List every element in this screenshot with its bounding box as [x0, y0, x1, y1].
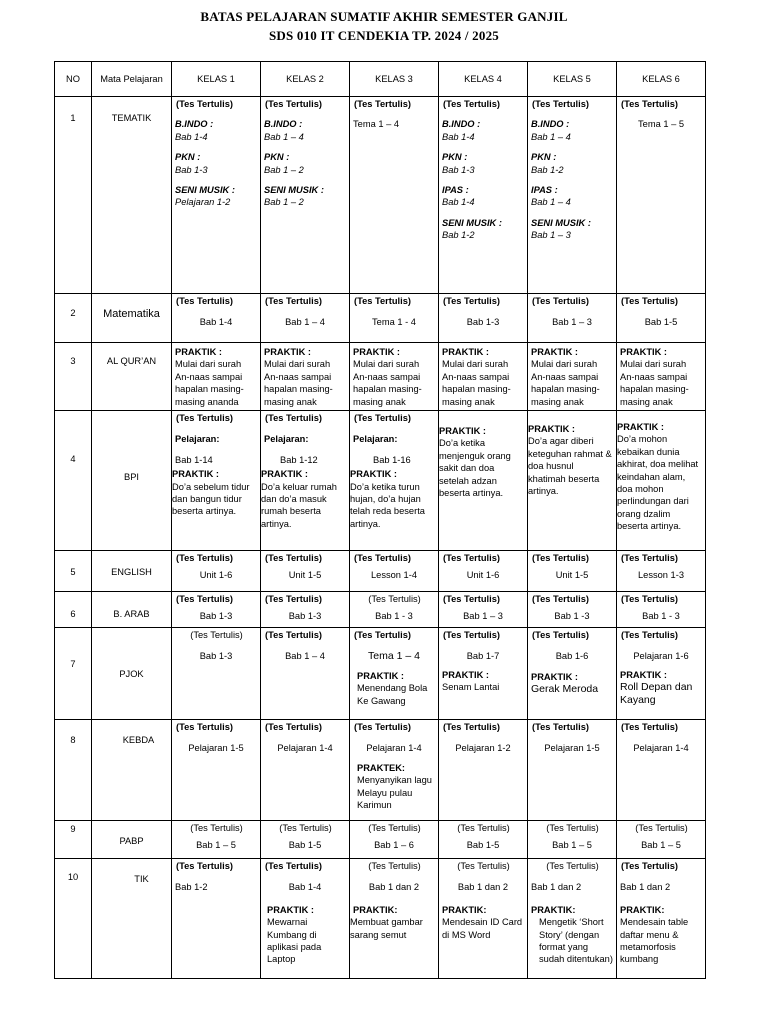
test-type-label: (Tes Tertulis) — [265, 413, 322, 424]
praktik-text: Mulai dari surah An-naas sampai hapalan masing-masing anak — [353, 359, 422, 407]
table-cell — [617, 343, 706, 411]
table-cell — [172, 592, 261, 628]
test-type-label: (Tes Tertulis) — [176, 722, 233, 733]
topic-value: Pelajaran 1-4 — [366, 743, 422, 754]
praktik-text: Menendang Bola Ke Gawang — [357, 683, 428, 706]
column-header-kelas-5: KELAS 5 — [528, 62, 617, 97]
test-type-label: (Tes Tertulis) — [354, 553, 411, 564]
row-number: 3 — [55, 343, 92, 411]
praktik-label: PRAKTIK : — [175, 347, 222, 357]
column-header-kelas-4: KELAS 4 — [439, 62, 528, 97]
topic-value: Bab 1 – 5 — [552, 840, 592, 851]
test-type-label: (Tes Tertulis) — [265, 630, 322, 641]
row-number: 4 — [55, 411, 92, 551]
praktik-text: Mulai dari surah An-naas sampai hapalan masing-masing ananda — [175, 359, 244, 407]
topic-value: Bab 1-4 — [199, 317, 233, 328]
topic-value: Bab 1-5 — [466, 840, 500, 851]
test-type-label: (Tes Tertulis) — [546, 861, 599, 872]
topic-value: Bab 1-5 — [288, 840, 322, 851]
table-cell — [350, 720, 439, 821]
row-number: 5 — [55, 551, 92, 592]
topic-value: Bab 1 dan 2 — [457, 882, 509, 893]
table-row — [55, 821, 706, 859]
praktik-text: Mewarnai Kumbang di aplikasi pada Laptop — [267, 917, 322, 965]
table-cell — [261, 859, 350, 979]
praktik-text: Senam Lantai — [442, 682, 500, 693]
praktik-label: PRAKTIK: — [531, 904, 576, 915]
subject-name: B. ARAB — [92, 592, 172, 628]
subject-name: TEMATIK — [92, 97, 172, 294]
test-type-label: (Tes Tertulis) — [457, 823, 510, 834]
topic-value: Pelajaran 1-2 — [455, 743, 511, 754]
topic-value: Bab 1 – 3 — [552, 317, 592, 328]
test-type-label: (Tes Tertulis) — [443, 296, 500, 306]
table-cell — [261, 294, 350, 343]
row-number: 2 — [55, 294, 92, 343]
test-type-label: (Tes Tertulis) — [532, 630, 589, 641]
test-type-label: (Tes Tertulis) — [176, 594, 233, 605]
topic-value: Bab 1 – 5 — [196, 840, 236, 851]
subject-name: Matematika — [92, 294, 172, 343]
topic-heading: IPAS : — [442, 185, 469, 196]
test-type-label: (Tes Tertulis) — [635, 823, 688, 834]
test-type-label: (Tes Tertulis) — [354, 722, 411, 733]
table-cell — [617, 628, 706, 720]
table-cell — [350, 592, 439, 628]
test-type-label: (Tes Tertulis) — [176, 553, 233, 564]
table-cell — [528, 592, 617, 628]
praktik-label: PRAKTIK : — [350, 469, 397, 480]
topic-heading: PKN : — [531, 152, 557, 163]
table-cell — [439, 97, 528, 294]
topic-heading: B.INDO : — [531, 119, 570, 130]
table-cell — [350, 551, 439, 592]
praktik-text: Do’a agar diberi keteguhan rahmat & doa husnul khatimah beserta artinya. — [528, 436, 612, 497]
topic-value: Bab 1 – 4 — [285, 651, 325, 662]
document-title: BATAS PELAJARAN SUMATIF AKHIR SEMESTER GANJIL — [200, 9, 568, 24]
topic-value: Pelajaran 1-4 — [633, 743, 689, 754]
subject-name: ENGLISH — [92, 551, 172, 592]
document-subtitle: SDS 010 IT CENDEKIA TP. 2024 / 2025 — [269, 28, 499, 43]
table-row — [55, 859, 706, 979]
topic-value: Lesson 1-4 — [371, 570, 417, 581]
test-type-label: (Tes Tertulis) — [265, 861, 322, 872]
test-type-label: (Tes Tertulis) — [265, 296, 322, 306]
topic-value: Bab 1 dan 2 — [368, 882, 420, 893]
table-cell — [350, 411, 439, 551]
topic-value: Lesson 1-3 — [638, 570, 684, 581]
subject-name: TIK — [92, 859, 172, 979]
subject-name: AL QUR’AN — [92, 343, 172, 411]
topic-value: Tema 1 - 4 — [372, 317, 416, 328]
table-cell — [172, 720, 261, 821]
table-row — [55, 592, 706, 628]
topic-heading: B.INDO : — [264, 119, 303, 130]
test-type-label: (Tes Tertulis) — [621, 296, 678, 306]
pelajaran-label: Pelajaran: — [264, 434, 309, 445]
praktik-text: Do’a ketika turun hujan, do’a hujan telah reda beserta artinya. — [350, 481, 425, 529]
praktik-label: PRAKTIK : — [264, 347, 311, 357]
topic-heading: SENI MUSIK : — [531, 217, 591, 228]
table-cell — [617, 294, 706, 343]
topic-value: Bab 1 – 6 — [374, 840, 414, 851]
praktik-text: Mendesain table daftar menu & metamorfosis kumbang — [620, 917, 689, 965]
test-type-label: (Tes Tertulis) — [279, 823, 332, 834]
row-number: 6 — [55, 592, 92, 628]
praktik-text: Do’a ketika menjenguk orang sakit dan doa setelah adzan beserta artinya. — [439, 438, 511, 499]
topic-value: Bab 1-4 — [442, 131, 475, 142]
praktik-text: Membuat gambar sarang semut — [350, 917, 423, 940]
table-cell — [617, 821, 706, 859]
topic-value: Bab 1 -3 — [554, 611, 590, 622]
test-type-label: (Tes Tertulis) — [368, 861, 421, 872]
test-type-label: (Tes Tertulis) — [354, 630, 411, 641]
table-row — [55, 97, 706, 294]
test-type-label: (Tes Tertulis) — [532, 722, 589, 733]
table-cell — [261, 720, 350, 821]
topic-value: Bab 1-7 — [466, 651, 500, 662]
table-row — [55, 411, 706, 551]
topic-value: Pelajaran 1-4 — [277, 743, 333, 754]
column-header-kelas-2: KELAS 2 — [261, 62, 350, 97]
praktik-text: Mulai dari surah An-naas sampai hapalan masing-masing anak — [442, 359, 511, 407]
praktik-label: PRAKTIK : — [620, 347, 667, 357]
praktik-label: PRAKTIK : — [357, 670, 404, 681]
table-row — [55, 551, 706, 592]
table-cell — [439, 628, 528, 720]
test-type-label: (Tes Tertulis) — [265, 722, 322, 733]
pelajaran-label: Pelajaran: — [175, 434, 220, 445]
table-cell — [261, 821, 350, 859]
topic-value: Bab 1-2 — [175, 882, 208, 893]
table-cell — [261, 411, 350, 551]
table-cell — [528, 294, 617, 343]
praktik-text: Roll Depan dan Kayang — [620, 681, 693, 706]
table-cell — [261, 343, 350, 411]
pelajaran-label: Pelajaran: — [353, 434, 398, 445]
praktik-label: PRAKTIK: — [442, 904, 487, 915]
subject-name: BPI — [92, 411, 172, 551]
test-type-label: (Tes Tertulis) — [176, 413, 233, 424]
topic-value: Pelajaran 1-5 — [188, 743, 244, 754]
table-cell — [617, 859, 706, 979]
table-cell — [528, 343, 617, 411]
table-cell — [528, 628, 617, 720]
topic-value: Bab 1-3 — [175, 164, 208, 175]
table-cell — [261, 628, 350, 720]
column-header-subject: Mata Pelajaran — [92, 62, 172, 97]
table-cell — [172, 628, 261, 720]
table-row — [55, 294, 706, 343]
topic-value: Bab 1-4 — [442, 197, 475, 208]
row-number: 10 — [55, 859, 92, 979]
subject-name: KEBDA — [92, 720, 172, 821]
test-type-label: (Tes Tertulis) — [176, 296, 233, 306]
column-header-kelas-3: KELAS 3 — [350, 62, 439, 97]
topic-value: Bab 1 – 3 — [531, 230, 571, 241]
topic-heading: PKN : — [175, 152, 201, 163]
table-cell — [439, 720, 528, 821]
topic-value: Pelajaran 1-5 — [544, 743, 600, 754]
table-row — [55, 720, 706, 821]
table-cell — [528, 411, 617, 551]
praktik-text: Mulai dari surah An-naas sampai hapalan masing-masing anak — [531, 359, 600, 407]
praktik-label: PRAKTIK : — [531, 671, 578, 682]
topic-value: Bab 1-2 — [531, 164, 564, 175]
topic-value: Bab 1 - 3 — [642, 611, 680, 622]
table-cell — [439, 859, 528, 979]
test-type-label: (Tes Tertulis) — [265, 594, 322, 605]
topic-value: Bab 1-14 — [175, 454, 213, 465]
praktik-text: Menyanyikan lagu Melayu pulau Karimun — [357, 775, 432, 811]
table-cell — [617, 720, 706, 821]
table-cell — [617, 551, 706, 592]
praktik-text: Mengetik ‘Short Story’ (dengan format yang sudah ditentukan) — [539, 917, 613, 965]
table-cell — [350, 859, 439, 979]
topic-value: Bab 1-3 — [442, 164, 475, 175]
praktik-text: Mulai dari surah An-naas sampai hapalan masing-masing anak — [264, 359, 333, 407]
test-type-label: (Tes Tertulis) — [621, 861, 678, 872]
table-cell — [172, 343, 261, 411]
test-type-label: (Tes Tertulis) — [443, 722, 500, 733]
table-cell — [439, 294, 528, 343]
praktik-label: PRAKTIK : — [172, 469, 219, 480]
praktik-text: Mulai dari surah An-naas sampai hapalan masing-masing anak — [620, 359, 689, 407]
table-cell — [261, 551, 350, 592]
test-type-label: (Tes Tertulis) — [190, 823, 243, 834]
test-type-label: (Tes Tertulis) — [443, 553, 500, 564]
topic-value: Bab 1-3 — [466, 317, 500, 328]
table-cell — [172, 97, 261, 294]
test-type-label: (Tes Tertulis) — [368, 823, 421, 834]
topic-value: Unit 1-5 — [288, 570, 322, 581]
schedule-table — [54, 61, 706, 979]
table-cell — [528, 551, 617, 592]
column-header-kelas-6: KELAS 6 — [617, 62, 706, 97]
row-number: 1 — [55, 97, 92, 294]
table-cell — [439, 551, 528, 592]
topic-value: Bab 1-3 — [199, 611, 233, 622]
test-type-label: (Tes Tertulis) — [443, 99, 500, 109]
topic-value: Tema 1 – 4 — [353, 119, 399, 130]
test-type-label: (Tes Tertulis) — [443, 630, 500, 641]
topic-heading: PKN : — [442, 152, 468, 163]
row-number: 7 — [55, 628, 92, 720]
topic-value: Bab 1 - 3 — [375, 611, 413, 622]
topic-heading: SENI MUSIK : — [264, 185, 324, 196]
praktik-label: PRAKTIK : — [353, 347, 400, 357]
topic-value: Tema 1 – 4 — [368, 650, 420, 663]
topic-value: Pelajaran 1-6 — [633, 651, 689, 662]
praktik-label: PRAKTIK : — [531, 347, 578, 357]
table-cell — [350, 294, 439, 343]
table-cell — [439, 592, 528, 628]
topic-value: Bab 1 – 4 — [285, 317, 325, 328]
topic-value: Bab 1 – 4 — [531, 197, 571, 208]
table-row — [55, 628, 706, 720]
table-cell — [617, 97, 706, 294]
topic-value: Unit 1-6 — [466, 570, 500, 581]
topic-value: Bab 1-4 — [175, 131, 208, 142]
table-cell — [528, 821, 617, 859]
topic-value: Bab 1-3 — [199, 651, 233, 662]
topic-value: Bab 1 dan 2 — [531, 882, 582, 893]
praktik-label: PRAKTIK : — [617, 422, 664, 433]
test-type-label: (Tes Tertulis) — [532, 594, 589, 605]
table-cell — [528, 97, 617, 294]
topic-value: Bab 1 – 4 — [264, 131, 304, 142]
praktik-label: PRAKTEK: — [357, 762, 406, 773]
row-number: 9 — [55, 821, 92, 859]
praktik-text: Gerak Meroda — [531, 683, 599, 696]
topic-heading: B.INDO : — [175, 119, 214, 130]
table-cell — [528, 720, 617, 821]
table-cell — [172, 551, 261, 592]
test-type-label: (Tes Tertulis) — [532, 553, 589, 564]
praktik-label: PRAKTIK : — [439, 426, 486, 437]
test-type-label: (Tes Tertulis) — [265, 553, 322, 564]
test-type-label: (Tes Tertulis) — [457, 861, 510, 872]
praktik-text: Do’a keluar rumah dan do’a masuk rumah beserta artinya. — [261, 481, 337, 529]
topic-value: Bab 1 – 2 — [264, 197, 304, 208]
topic-value: Bab 1 – 4 — [531, 131, 571, 142]
test-type-label: (Tes Tertulis) — [368, 594, 421, 605]
row-number: 8 — [55, 720, 92, 821]
praktik-label: PRAKTIK : — [442, 669, 489, 680]
topic-value: Bab 1-3 — [288, 611, 322, 622]
topic-heading: B.INDO : — [442, 119, 481, 130]
topic-value: Unit 1-6 — [199, 570, 233, 581]
table-cell — [439, 821, 528, 859]
topic-value: Bab 1-2 — [442, 230, 475, 241]
test-type-label: (Tes Tertulis) — [190, 630, 243, 641]
topic-value: Bab 1 – 2 — [264, 164, 304, 175]
praktik-text: Do’a sebelum tidur dan bangun tidur beserta artinya. — [172, 481, 250, 517]
topic-value: Bab 1-5 — [644, 317, 678, 328]
topic-value: Bab 1-4 — [288, 882, 322, 893]
praktik-label: PRAKTIK : — [442, 347, 489, 357]
test-type-label: (Tes Tertulis) — [532, 99, 589, 109]
topic-value: Bab 1-12 — [280, 454, 318, 465]
table-cell — [350, 97, 439, 294]
table-cell — [439, 411, 528, 551]
table-cell — [172, 821, 261, 859]
table-cell — [350, 628, 439, 720]
table-cell — [172, 859, 261, 979]
topic-value: Tema 1 – 5 — [638, 119, 684, 130]
test-type-label: (Tes Tertulis) — [621, 722, 678, 733]
test-type-label: (Tes Tertulis) — [354, 99, 411, 109]
topic-value: Bab 1 – 3 — [463, 611, 503, 622]
topic-value: Bab 1 dan 2 — [620, 882, 671, 893]
column-header-no: NO — [55, 62, 92, 97]
table-cell — [528, 859, 617, 979]
subject-name: PJOK — [92, 628, 172, 720]
table-row — [55, 343, 706, 411]
table-cell — [350, 343, 439, 411]
table-cell — [350, 821, 439, 859]
test-type-label: (Tes Tertulis) — [621, 630, 678, 641]
table-cell — [261, 592, 350, 628]
topic-heading: SENI MUSIK : — [175, 185, 235, 196]
test-type-label: (Tes Tertulis) — [354, 296, 411, 306]
test-type-label: (Tes Tertulis) — [546, 823, 599, 834]
test-type-label: (Tes Tertulis) — [443, 594, 500, 605]
test-type-label: (Tes Tertulis) — [176, 99, 233, 109]
test-type-label: (Tes Tertulis) — [621, 99, 678, 109]
test-type-label: (Tes Tertulis) — [265, 99, 322, 109]
table-cell — [617, 411, 706, 551]
table-cell — [439, 343, 528, 411]
praktik-label: PRAKTIK : — [261, 469, 308, 480]
table-cell — [617, 592, 706, 628]
table-cell — [261, 97, 350, 294]
praktik-label: PRAKTIK: — [620, 904, 665, 915]
topic-heading: PKN : — [264, 152, 290, 163]
test-type-label: (Tes Tertulis) — [354, 413, 411, 424]
subject-name: PABP — [92, 821, 172, 859]
praktik-text: Mendesain ID Card di MS Word — [442, 917, 523, 940]
topic-value: Bab 1-6 — [555, 651, 589, 662]
praktik-label: PRAKTIK : — [528, 424, 575, 435]
table-cell — [172, 294, 261, 343]
praktik-label: PRAKTIK : — [620, 669, 667, 680]
test-type-label: (Tes Tertulis) — [621, 594, 678, 605]
topic-value: Bab 1 – 5 — [641, 840, 681, 851]
topic-heading: SENI MUSIK : — [442, 217, 502, 228]
topic-value: Unit 1-5 — [555, 570, 589, 581]
table-header-row — [55, 62, 706, 97]
column-header-kelas-1: KELAS 1 — [172, 62, 261, 97]
topic-value: Bab 1-16 — [373, 454, 411, 465]
topic-heading: IPAS : — [531, 185, 558, 196]
praktik-label: PRAKTIK: — [353, 904, 398, 915]
test-type-label: (Tes Tertulis) — [621, 553, 678, 564]
test-type-label: (Tes Tertulis) — [176, 861, 233, 872]
table-cell — [172, 411, 261, 551]
test-type-label: (Tes Tertulis) — [532, 296, 589, 306]
topic-value: Pelajaran 1-2 — [175, 197, 231, 208]
praktik-label: PRAKTIK : — [267, 904, 314, 915]
praktik-text: Do’a mohon kebaikan dunia akhirat, doa melihat keindahan alam, doa mohon perlindungan dari orang dzalim beserta artinya. — [617, 434, 699, 532]
